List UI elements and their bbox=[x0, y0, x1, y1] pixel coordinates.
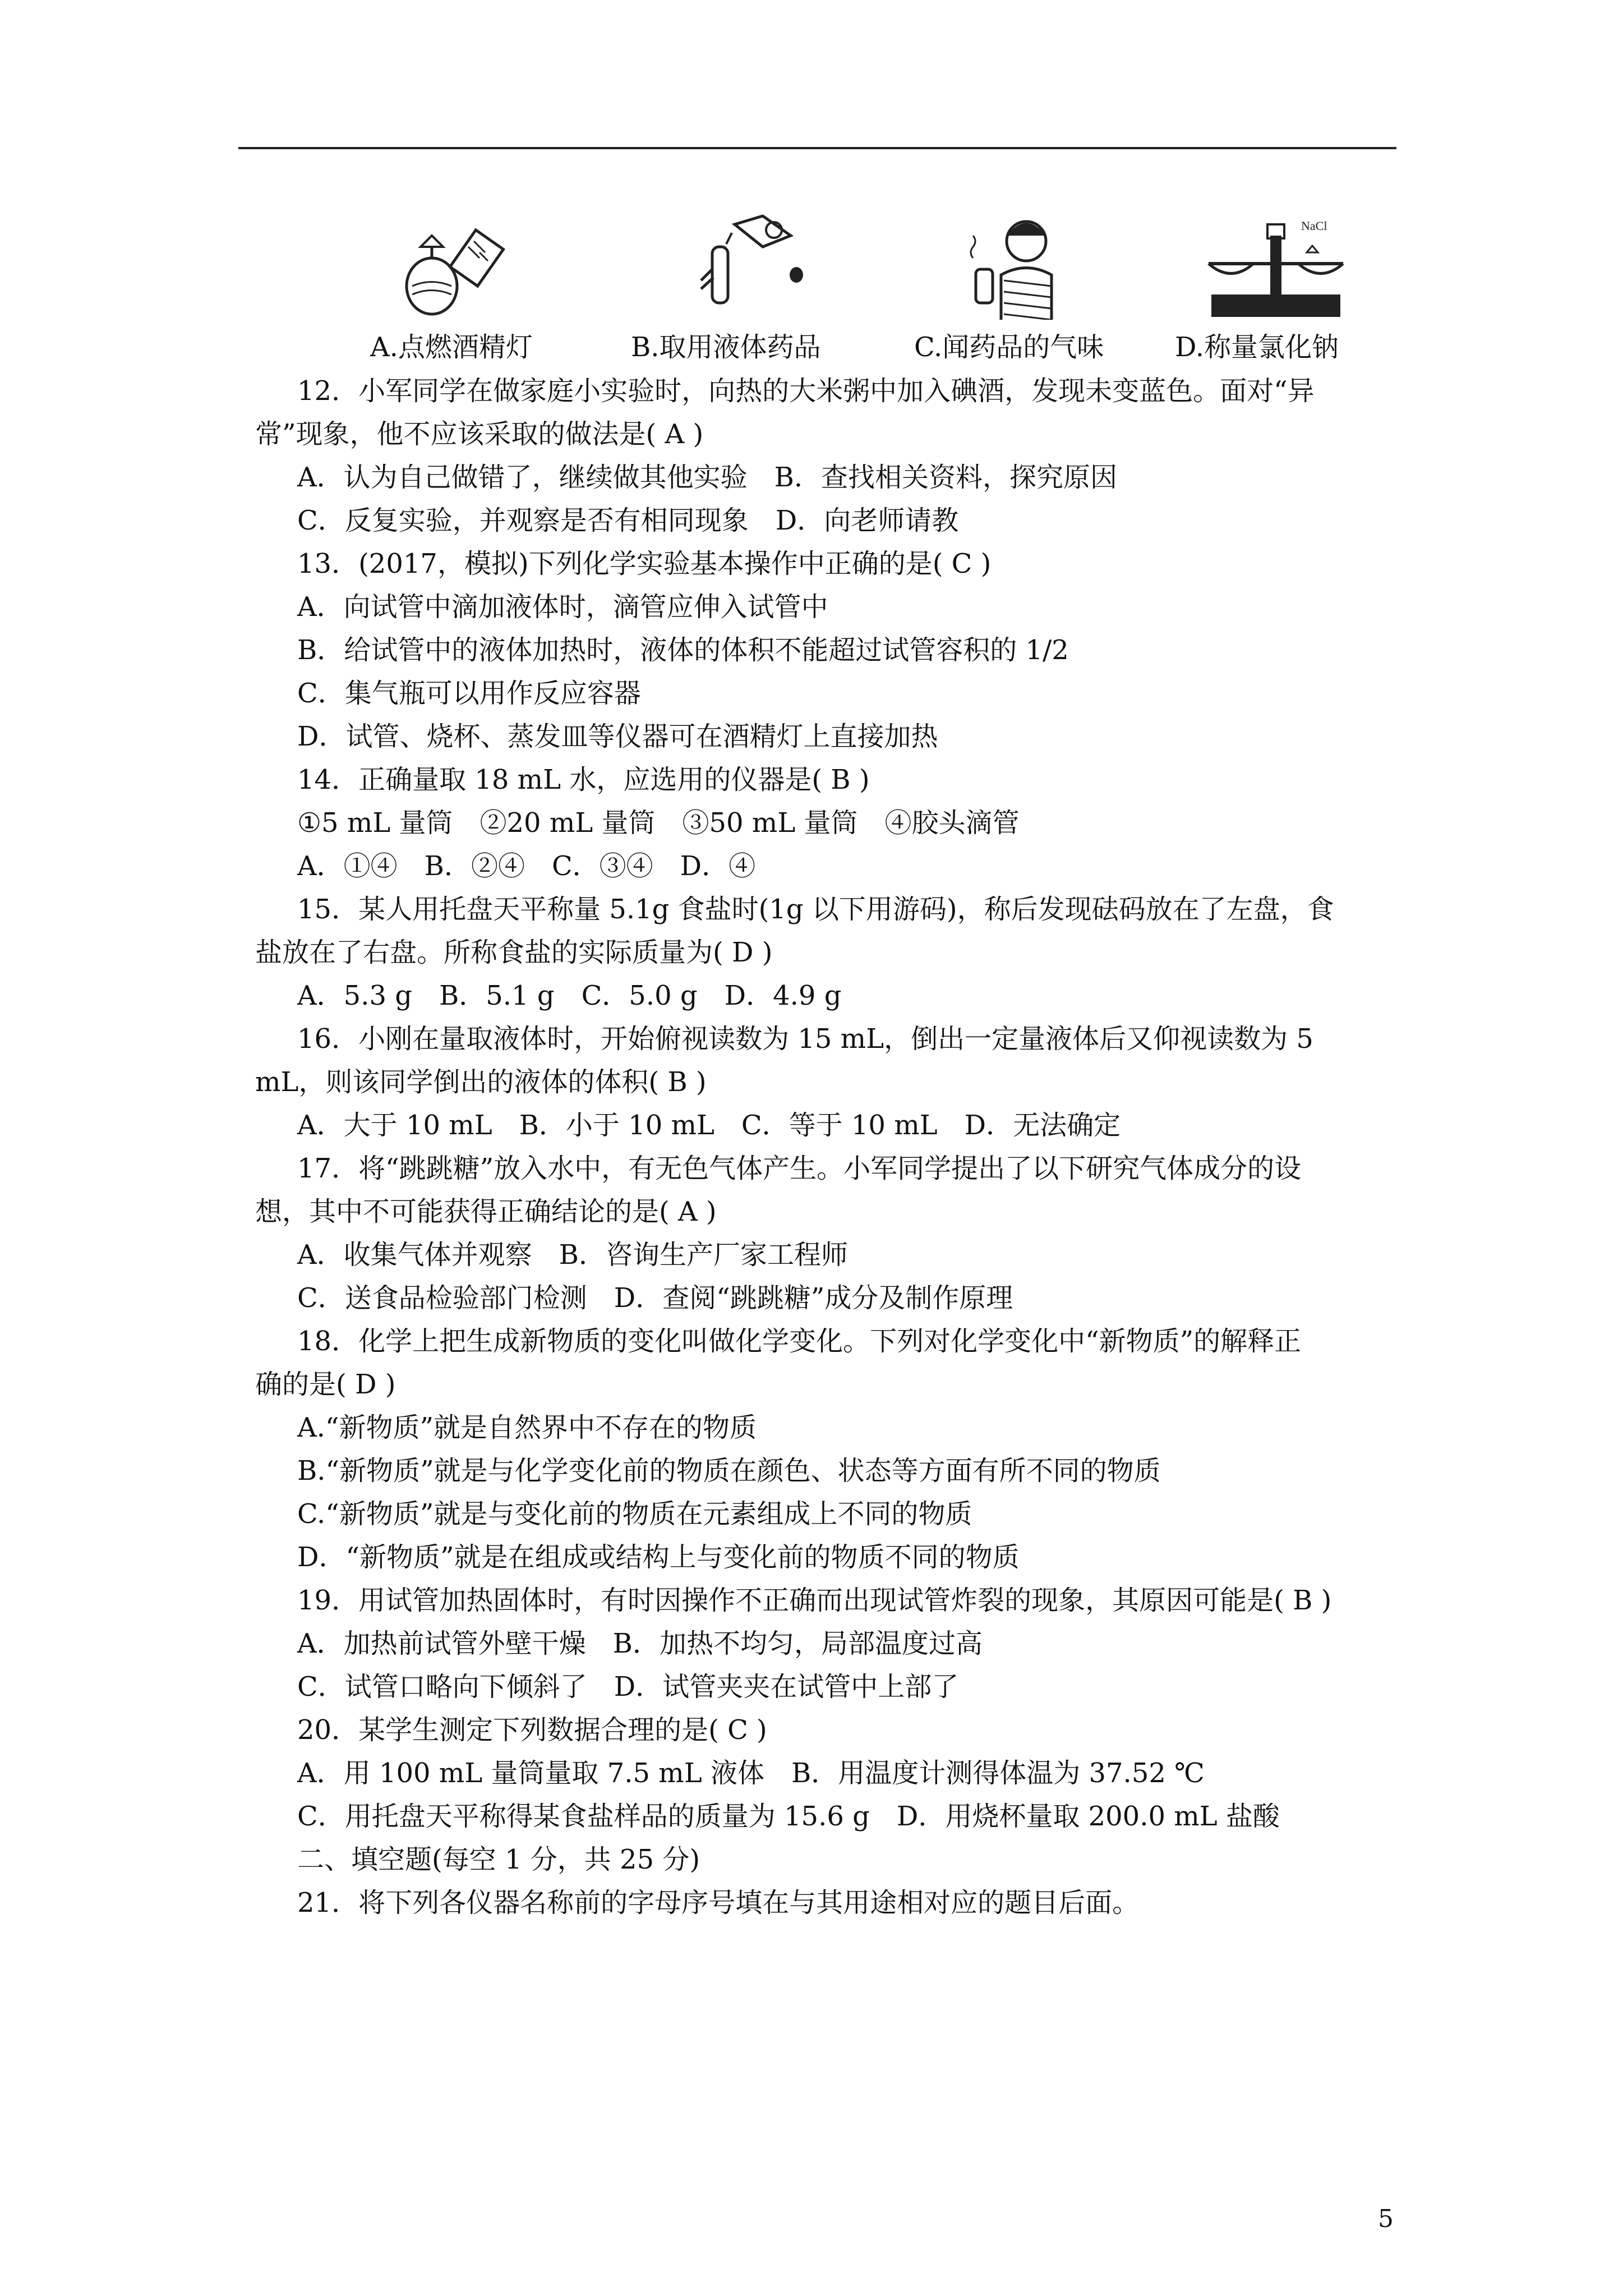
question-17-options-cd: C．送食品检验部门检测 D．查阅“跳跳糖”成分及制作原理 bbox=[297, 1282, 1013, 1314]
section-heading-fill-in: 二、填空题(每空 1 分，共 25 分) bbox=[297, 1844, 700, 1875]
question-18-line-2: 确的是( D ) bbox=[255, 1369, 396, 1400]
question-13-option-d: D．试管、烧杯、蒸发皿等仪器可在酒精灯上直接加热 bbox=[297, 721, 938, 752]
smelling-chemical-icon bbox=[934, 213, 1102, 320]
question-13-stem: 13．(2017，模拟)下列化学实验基本操作中正确的是( C ) bbox=[297, 548, 992, 579]
figure-b-caption: B.取用液体药品 bbox=[631, 332, 821, 363]
balance-scale-icon bbox=[1189, 213, 1357, 320]
question-13-option-a: A．向试管中滴加液体时，滴管应伸入试管中 bbox=[297, 591, 828, 623]
question-14-stem: 14．正确量取 18 mL 水，应选用的仪器是( B ) bbox=[297, 764, 870, 795]
question-18-line-1: 18．化学上把生成新物质的变化叫做化学变化。下列对化学变化中“新物质”的解释正 bbox=[297, 1326, 1302, 1357]
question-17-line-2: 想，其中不可能获得正确结论的是( A ) bbox=[255, 1196, 717, 1227]
question-21-stem: 21．将下列各仪器名称前的字母序号填在与其用途相对应的题目后面。 bbox=[297, 1887, 1140, 1918]
alcohol-lamp-lighting-icon bbox=[398, 213, 566, 320]
question-18-option-a: A.“新物质”就是自然界中不存在的物质 bbox=[297, 1412, 757, 1443]
question-15-line-1: 15．某人用托盘天平称量 5.1g 食盐时(1g 以下用游码)，称后发现砝码放在了左盘，食 bbox=[297, 894, 1334, 925]
experiment-figures bbox=[359, 213, 1396, 365]
question-20-options-cd: C．用托盘天平称得某食盐样品的质量为 15.6 g D．用烧杯量取 200.0 mL 盐酸 bbox=[297, 1801, 1280, 1832]
question-17-options-ab: A．收集气体并观察 B．咨询生产厂家工程师 bbox=[297, 1239, 848, 1271]
figure-a-caption: A.点燃酒精灯 bbox=[370, 332, 533, 363]
question-13-option-c: C．集气瓶可以用作反应容器 bbox=[297, 678, 641, 709]
question-20-options-ab: A．用 100 mL 量筒量取 7.5 mL 液体 B．用温度计测得体温为 37.52 ℃ bbox=[297, 1757, 1205, 1789]
page-number: 5 bbox=[1378, 2205, 1394, 2233]
question-18-option-d: D．“新物质”就是在组成或结构上与变化前的物质不同的物质 bbox=[297, 1542, 1020, 1573]
question-14-instruments: ①5 mL 量筒 ②20 mL 量筒 ③50 mL 量筒 ④胶头滴管 bbox=[297, 807, 1020, 839]
question-15-line-2: 盐放在了右盘。所称食盐的实际质量为( D ) bbox=[255, 937, 773, 968]
figure-c-caption: C.闻药品的气味 bbox=[914, 332, 1104, 363]
question-12-options-cd: C．反复实验，并观察是否有相同现象 D．向老师请教 bbox=[297, 505, 959, 536]
question-16-line-2: mL，则该同学倒出的液体的体积( B ) bbox=[255, 1066, 707, 1098]
question-12-options-ab: A．认为自己做错了，继续做其他实验 B．查找相关资料，探究原因 bbox=[297, 462, 1117, 493]
nacl-label: NaCl bbox=[1301, 219, 1327, 233]
liquid-pouring-icon bbox=[679, 213, 847, 320]
header-rule bbox=[238, 147, 1396, 149]
question-18-option-b: B.“新物质”就是与化学变化前的物质在颜色、状态等方面有所不同的物质 bbox=[297, 1455, 1161, 1487]
question-16-line-1: 16．小刚在量取液体时，开始俯视读数为 15 mL，倒出一定量液体后又仰视读数为 5 bbox=[297, 1023, 1313, 1055]
question-19-options-cd: C．试管口略向下倾斜了 D．试管夹夹在试管中上部了 bbox=[297, 1671, 959, 1703]
question-14-options: A．①④ B．②④ C．③④ D．④ bbox=[297, 850, 756, 882]
question-20-stem: 20．某学生测定下列数据合理的是( C ) bbox=[297, 1714, 767, 1746]
figure-d-caption: D.称量氯化钠 bbox=[1175, 332, 1339, 363]
question-18-option-c: C.“新物质”就是与变化前的物质在元素组成上不同的物质 bbox=[297, 1498, 972, 1530]
question-19-options-ab: A．加热前试管外壁干燥 B．加热不均匀，局部温度过高 bbox=[297, 1628, 983, 1659]
question-12-line-2: 常”现象，他不应该采取的做法是( A ) bbox=[255, 418, 704, 450]
question-13-option-b: B．给试管中的液体加热时，液体的体积不能超过试管容积的 1/2 bbox=[297, 634, 1069, 666]
question-12-line-1: 12．小军同学在做家庭小实验时，向热的大米粥中加入碘酒，发现未变蓝色。面对“异 bbox=[297, 375, 1315, 407]
question-17-line-1: 17．将“跳跳糖”放入水中，有无色气体产生。小军同学提出了以下研究气体成分的设 bbox=[297, 1153, 1302, 1184]
question-16-options: A．大于 10 mL B．小于 10 mL C．等于 10 mL D．无法确定 bbox=[297, 1110, 1121, 1141]
question-15-options: A．5.3 g B．5.1 g C．5.0 g D．4.9 g bbox=[297, 980, 842, 1011]
question-19-stem: 19．用试管加热固体时，有时因操作不正确而出现试管炸裂的现象，其原因可能是( B ) bbox=[297, 1585, 1332, 1616]
